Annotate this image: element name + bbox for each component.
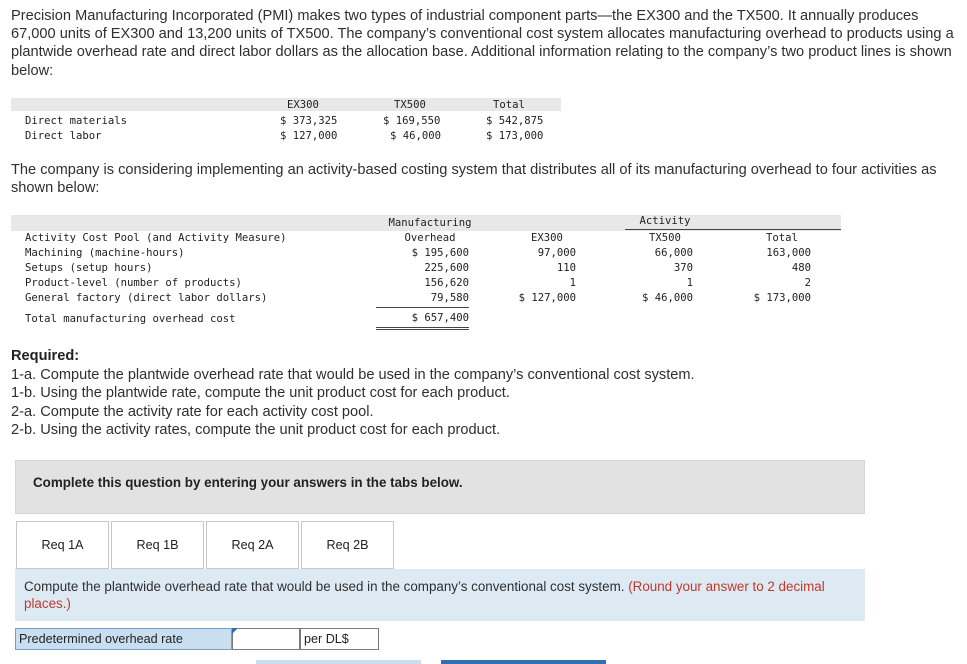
table2-cell-total: 480 (791, 262, 811, 274)
table2-header-mfg-line1: Manufacturing (388, 217, 472, 229)
table1-cell-total: $ 542,875 (486, 115, 544, 127)
table1-header-ex300: EX300 (287, 99, 319, 111)
table2-total-overhead: $ 657,400 (411, 312, 469, 324)
tab-label: Req 2B (326, 538, 369, 552)
tab-label: Req 2A (231, 538, 274, 552)
table1-header-tx500: TX500 (394, 99, 426, 111)
task-text: Compute the plantwide overhead rate that would be used in the company’s conventional cost system. (24, 579, 625, 594)
required-item: 2-a. Compute the activity rate for each activity cost pool. (11, 403, 374, 420)
task-instruction (24, 579, 854, 612)
instruction-panel (15, 460, 865, 514)
table2-cell-tx500: 370 (673, 262, 693, 274)
table2-cell-total: $ 173,000 (753, 292, 811, 304)
table1-cell-tx500: $ 169,550 (383, 115, 441, 127)
answer-unit: per DL$ (300, 628, 379, 650)
rounding-note: (Round your answer to 2 decimal places.) (24, 579, 825, 611)
table1-row-label: Direct labor (25, 130, 102, 142)
task-area (15, 569, 865, 621)
table2-cell-ex300: 110 (556, 262, 576, 274)
table1-cell-total: $ 173,000 (486, 130, 544, 142)
table2-cell-ex300: $ 127,000 (518, 292, 576, 304)
table2-header-pool: Activity Cost Pool (and Activity Measure) (25, 232, 287, 244)
table2-cell-overhead: $ 195,600 (411, 247, 469, 259)
tab-req-2b[interactable] (301, 521, 394, 569)
prev-button[interactable] (256, 660, 421, 664)
table1-cell-ex300: $ 373,325 (280, 115, 338, 127)
table2-cell-ex300: 1 (569, 277, 576, 289)
table1-row-label: Direct materials (25, 115, 128, 127)
table1-cell-ex300: $ 127,000 (280, 130, 338, 142)
next-button[interactable] (441, 660, 606, 664)
total-rule-top (376, 307, 469, 308)
tab-req-2a[interactable] (206, 521, 299, 569)
table2-row-label: Machining (machine-hours) (25, 247, 185, 259)
tab-req-1a[interactable] (16, 521, 109, 569)
overhead-rate-input[interactable] (232, 628, 300, 650)
table2-total-label: Total manufacturing overhead cost (25, 313, 236, 325)
activity-header-rule (625, 229, 841, 230)
tab-req-1b[interactable] (111, 521, 204, 569)
table1-header-total: Total (493, 99, 525, 111)
answer-label: Predetermined overhead rate (15, 628, 232, 650)
table2-cell-ex300: 97,000 (537, 247, 576, 259)
problem-intro: Precision Manufacturing Incorporated (PMI) makes two types of industrial component parts—the EX300 and the TX500. It annually produces 67,000 units of EX300 and 13,200 units of TX500. The company’s conventional cost system allocates manufacturing overhead to products using a plantwide overhead rate and direct labor dollars as the allocation base. Additional information relating to the company’s two product lines is shown below: (11, 8, 954, 79)
table2-cell-overhead: 156,620 (424, 277, 469, 289)
required-item: 1-a. Compute the plantwide overhead rate that would be used in the company’s conventional cost system. (11, 367, 695, 383)
input-marker-icon (232, 628, 238, 634)
table2-header-activity: Activity (639, 215, 691, 227)
required-item: 1-b. Using the plantwide rate, compute the unit product cost for each product. (11, 385, 510, 402)
table2-cell-tx500: 66,000 (654, 247, 693, 259)
table2-row-label: Product-level (number of products) (25, 277, 242, 289)
tab-label: Req 1B (136, 538, 179, 552)
total-rule-bottom-1 (376, 327, 469, 328)
table2-cell-overhead: 225,600 (424, 262, 469, 274)
table2-header-tx500: TX500 (649, 232, 681, 244)
table2-cell-total: 163,000 (766, 247, 811, 259)
table2-row-label: Setups (setup hours) (25, 262, 153, 274)
table2-cell-tx500: $ 46,000 (641, 292, 693, 304)
table2-cell-total: 2 (804, 277, 811, 289)
table2-cell-overhead: 79,580 (430, 292, 469, 304)
table2-header-ex300: EX300 (531, 232, 563, 244)
abc-description: The company is considering implementing an activity-based costing system that distributes all of its manufacturing overhead to four activities as shown below: (11, 162, 937, 197)
required-heading: Required: (11, 348, 80, 364)
table2-cell-tx500: 1 (686, 277, 693, 289)
required-list (11, 366, 695, 440)
total-rule-bottom-2 (376, 329, 469, 330)
table2-row-label: General factory (direct labor dollars) (25, 292, 268, 304)
instruction-text: Complete this question by entering your answers in the tabs below. (33, 475, 463, 490)
table2-header-total: Total (766, 232, 798, 244)
required-item: 2-b. Using the activity rates, compute the unit product cost for each product. (11, 422, 501, 439)
table2-header-mfg-line2: Overhead (404, 232, 456, 244)
table1-cell-tx500: $ 46,000 (390, 130, 442, 142)
tab-label: Req 1A (41, 538, 84, 552)
